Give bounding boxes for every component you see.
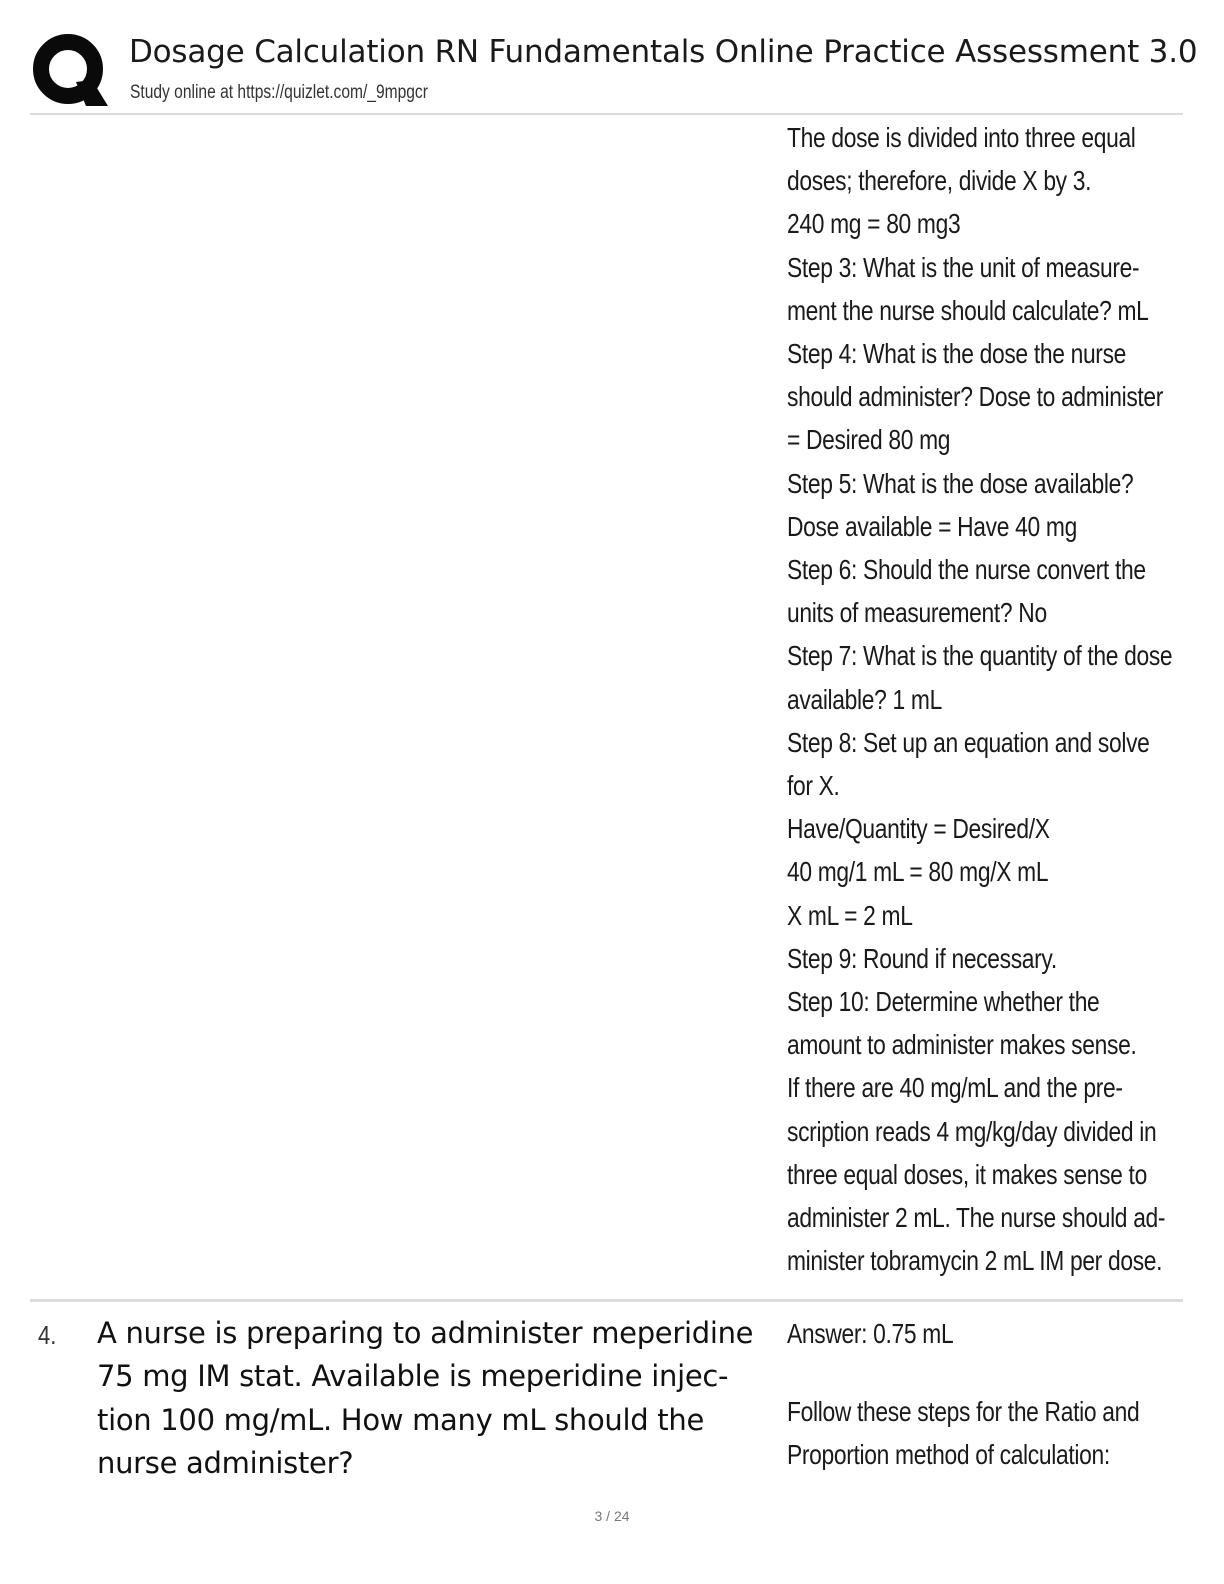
question-line: A nurse is preparing to administer meperidine xyxy=(97,1316,754,1350)
answer-line: Step 5: What is the dose available? xyxy=(787,467,1134,499)
answer-line: Step 8: Set up an equation and solve xyxy=(787,726,1150,758)
answer-line: doses; therefore, divide X by 3. xyxy=(787,165,1092,197)
quizlet-q-logo-icon xyxy=(32,32,108,108)
question-answer xyxy=(787,1312,1170,1477)
answer-line: The dose is divided into three equal xyxy=(787,122,1136,153)
answer-line: minister tobramycin 2 mL IM per dose. xyxy=(787,1245,1163,1277)
answer-line: If there are 40 mg/mL and the pre- xyxy=(787,1072,1123,1104)
page-number: 3 / 24 xyxy=(594,1508,630,1524)
question-number: 4. xyxy=(38,1320,57,1350)
question-line: tion 100 mg/mL. How many mL should the xyxy=(97,1402,704,1437)
answer-line: Step 6: Should the nurse convert the xyxy=(787,554,1146,586)
card-divider xyxy=(30,1299,1183,1302)
answer-line: Step 10: Determine whether the xyxy=(787,986,1100,1018)
answer-line: 40 mg/1 mL = 80 mg/X mL xyxy=(787,856,1049,888)
document-title: Dosage Calculation RN Fundamentals Online Practice Assessment 3.0 xyxy=(129,34,1198,70)
answer-line: amount to administer makes sense. xyxy=(787,1029,1137,1061)
answer-line: for X. xyxy=(787,770,840,802)
answer-line: Dose available = Have 40 mg xyxy=(787,510,1077,542)
question-line: 75 mg IM stat. Available is meperidine injec- xyxy=(97,1359,729,1394)
question-text xyxy=(97,1312,797,1485)
continued-answer xyxy=(787,116,1173,1282)
header-divider xyxy=(30,113,1183,115)
answer-line: scription reads 4 mg/kg/day divided in xyxy=(787,1115,1157,1147)
answer-line: administer 2 mL. The nurse should ad- xyxy=(787,1202,1166,1234)
answer-line: should administer? Dose to administer xyxy=(787,381,1164,413)
answer-line: = Desired 80 mg xyxy=(787,424,951,456)
method-line: Proportion method of calculation: xyxy=(787,1439,1110,1471)
answer-line: units of measurement? No xyxy=(787,597,1047,629)
answer-line: ment the nurse should calculate? mL xyxy=(787,294,1149,326)
answer-line: Step 3: What is the unit of measure- xyxy=(787,251,1140,283)
method-line: Follow these steps for the Ratio and xyxy=(787,1396,1140,1428)
answer-line: available? 1 mL xyxy=(787,683,942,715)
answer-line: Have/Quantity = Desired/X xyxy=(787,813,1050,845)
answer-line: X mL = 2 mL xyxy=(787,899,913,931)
answer-value: Answer: 0.75 mL xyxy=(787,1318,954,1349)
answer-line: three equal doses, it makes sense to xyxy=(787,1158,1147,1190)
answer-line: Step 4: What is the dose the nurse xyxy=(787,338,1127,370)
answer-line: 240 mg = 80 mg3 xyxy=(787,208,961,240)
answer-line: Step 7: What is the quantity of the dose xyxy=(787,640,1173,672)
answer-spacer xyxy=(787,1355,1170,1390)
answer-line: Step 9: Round if necessary. xyxy=(787,942,1057,974)
study-link-text: Study online at https://quizlet.com/_9mpgcr xyxy=(130,82,428,103)
question-line: nurse administer? xyxy=(97,1445,354,1480)
